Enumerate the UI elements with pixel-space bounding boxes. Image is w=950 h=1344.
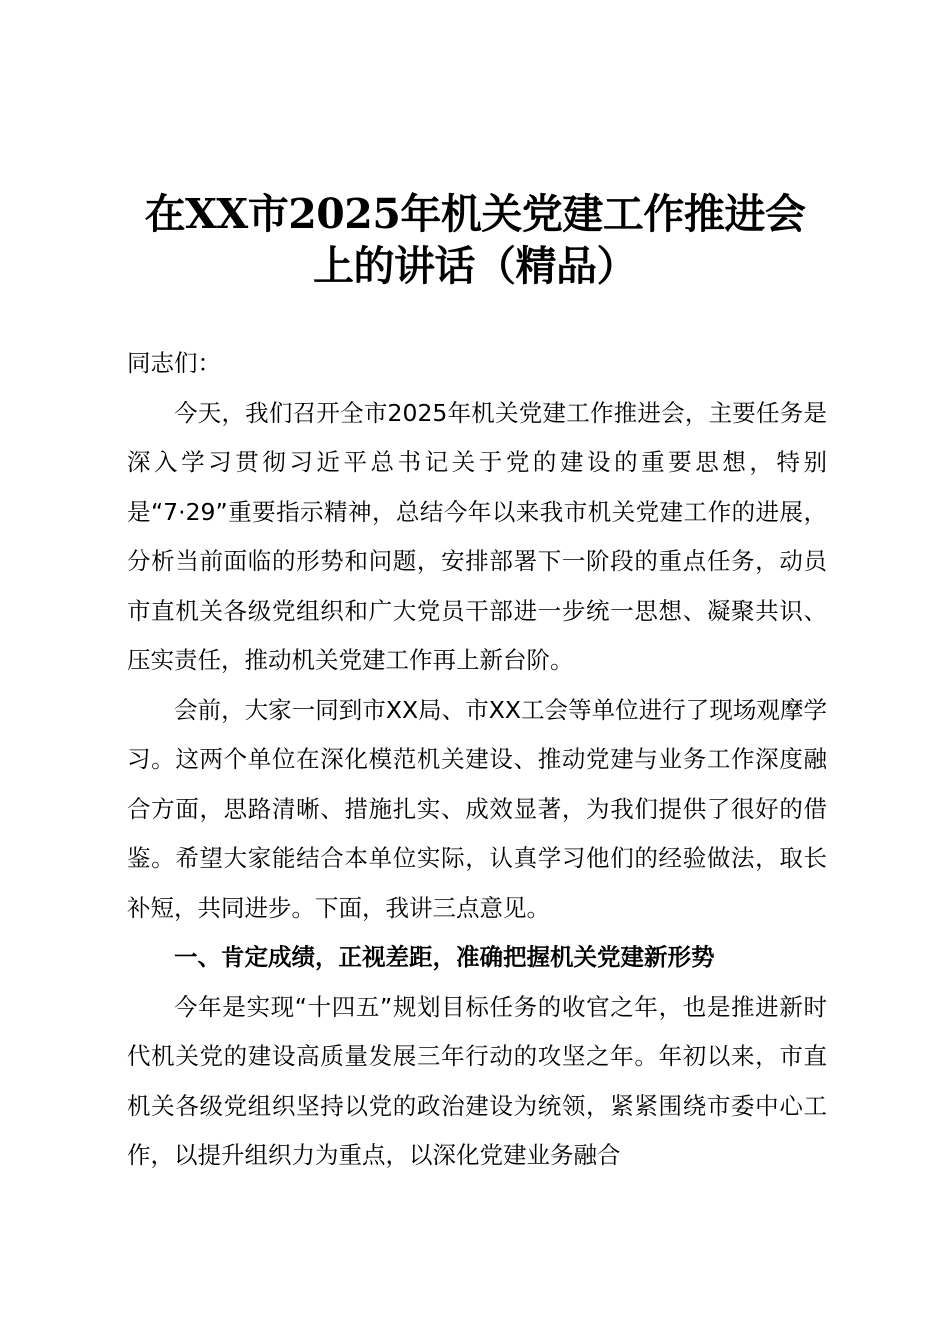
document-body [127,339,827,1181]
title-line-2: 上的讲话（精品） [313,242,637,290]
document-title [100,188,850,292]
paragraph-2: 会前，大家一同到市XX局、市XX工会等单位进行了现场观摩学习。这两个单位在深化模范机关建设、推动党建与业务工作深度融合方面，思路清晰、措施扎实、成效显著，为我们提供了很好的借鉴。希望大家能结合本单位实际，认真学习他们的经验做法，取长补短，共同进步。下面，我讲三点意见。 [127,695,827,922]
title-line-1: 在XX市2025年机关党建工作推进会 [144,190,806,238]
section-heading-1: 一、肯定成绩，正视差距，准确把握机关党建新形势 [174,943,715,971]
paragraph-3: 今年是实现“十四五”规划目标任务的收官之年，也是推进新时代机关党的建设高质量发展三年行动的攻坚之年。年初以来，市直机关各级党组织坚持以党的政治建设为统领，紧紧围绕市委中心工作，以提升组织力为重点，以深化党建业务融合 [127,992,827,1169]
paragraph-1: 今天，我们召开全市2025年机关党建工作推进会，主要任务是深入学习贯彻习近平总书记关于党的建设的重要思想，特别是“7·29”重要指示精神，总结今年以来我市机关党建工作的进展，分析当前面临的形势和问题，安排部署下一阶段的重点任务，动员市直机关各级党组织和广大党员干部进一步统一思想、凝聚共识、压实责任，推动机关党建工作再上新台阶。 [127,398,827,674]
salutation: 同志们： [127,349,221,377]
